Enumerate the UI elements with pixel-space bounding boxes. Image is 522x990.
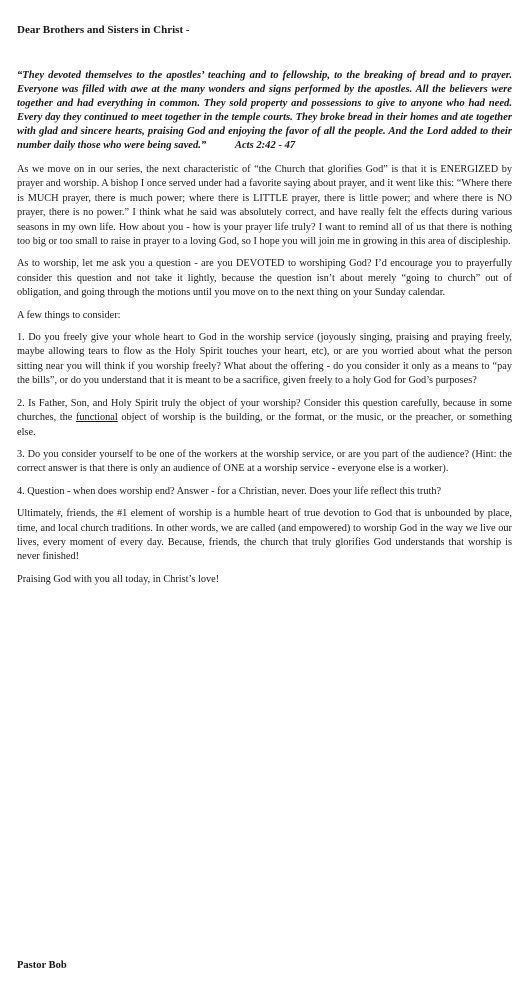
point-1: 1. Do you freely give your whole heart to God in the worship service (joyously singing, praising and praying freely, maybe allowing tears to flow as the Holy Spirit touches your heart, etc), or are you worried about what the person sitting near you will think if you worship freely? What about the offering - do you consider it only as a means to “pay the bills”, or do you understand that it is meant to be a sacrifice, given freely to a holy God for God’s purposes? [17,332,512,387]
paragraph-prayer: As we move on in our series, the next characteristic of “the Church that glorifies God” is that it is ENERGIZED by prayer and worship. A bishop I once served under had a favorite saying about prayer, and it went like this: “Where there is MUCH prayer, there is much power; where there is LITTLE prayer, there is little power; and where there is NO prayer, there is no power.” I think what he said was absolutely correct, and have really felt the effects during various seasons in my own life. How about you - how is your prayer life truly? I want to remind all of us that there is nothing too big or too small to raise in prayer to a loving God, so I hope you will join me in growing in this area of discipleship. [17,164,512,248]
signature: Pastor Bob [17,960,67,971]
paragraph-conclusion: Ultimately, friends, the #1 element of worship is a humble heart of true devotion to God that is unbounded by place, time, and local church traditions. In other words, we are called (and empowered) to worship God in the way we live our lives, every moment of every day. Because, friends, the church that truly glorifies God understands that worship is never finished! [17,508,512,563]
paragraph-things-to-consider: A few things to consider: [17,309,121,321]
point-2-underlined: functional [75,412,118,424]
paragraph-worship-question: As to worship, let me ask you a question - are you DEVOTED to worshiping God? I’d encourage you to prayerfully consider this question and not take it lightly, because the question isn’t about merely “going to church” out of obligation, and going through the motions until you move on to the next thing on your Sunday calendar. [17,258,512,299]
quote-text: “They devoted themselves to the apostles’ teaching and to fellowship, to the breaking of bread and to prayer. Everyone was filled with awe at the many wonders and signs performed by the apostles. All the believers were together and had everything in common. They sold property and possessions to give to anyone who had need. Every day they continued to meet together in the temple courts. They broke bread in their homes and ate together with glad and sincere hearts, praising God and enjoying the favor of all the people. And the Lord added to their number daily those who were being saved.” [17,70,512,151]
point-3: 3. Do you consider yourself to be one of the workers at the worship service, or are you part of the audience? (Hint: the correct answer is that there is only an audience of ONE at a worship service - everyone else is a worker). [17,448,512,475]
point-4: 4. Question - when does worship end? Answer - for a Christian, never. Does your life reflect this truth? [17,485,442,497]
point-2 [17,397,512,440]
salutation: Dear Brothers and Sisters in Christ - [17,24,190,36]
point-2-after: object of worship is the building, or the format, or the music, or the preacher, or something else. [17,412,512,438]
quote-reference: Acts 2:42 - 47 [234,140,296,151]
closing-line: Praising God with you all today, in Christ’s love! [17,573,220,585]
scripture-quote [17,69,512,153]
point-2-before: 2. Is Father, Son, and Holy Spirit truly the object of your worship? Consider this question carefully, because in some churches, the [17,397,512,424]
